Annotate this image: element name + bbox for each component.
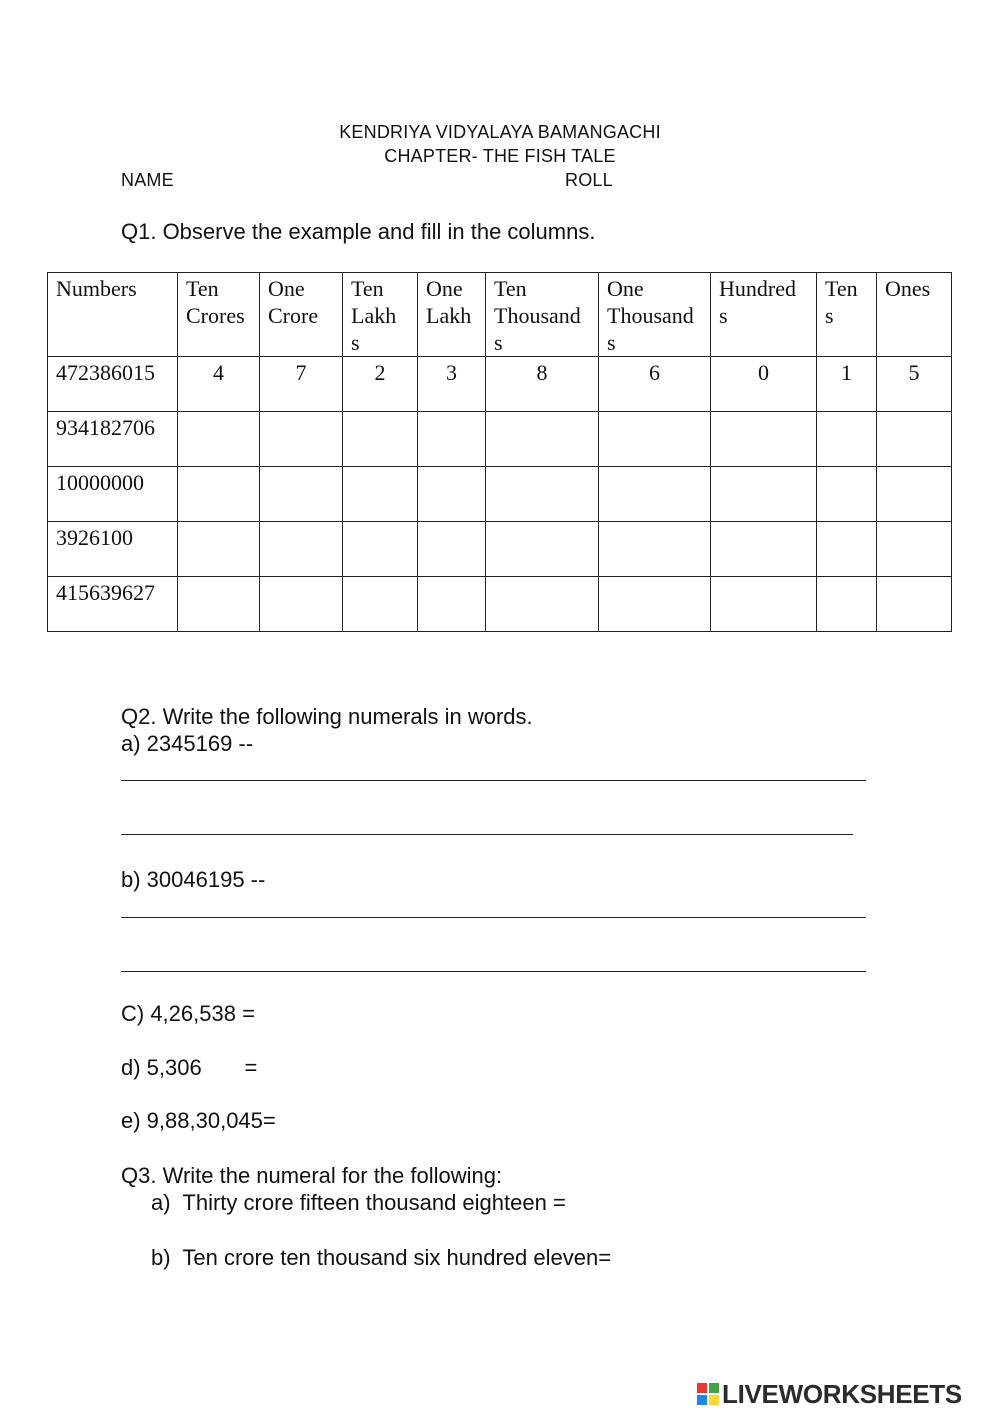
- header-line: s: [607, 330, 616, 355]
- header-line: One: [268, 276, 305, 301]
- header-line: s: [825, 303, 834, 328]
- answer-line[interactable]: [121, 780, 866, 781]
- table-header-cell: [48, 273, 178, 357]
- digit-cell[interactable]: [260, 577, 343, 632]
- answer-line[interactable]: [121, 834, 853, 835]
- digit-cell: 3: [418, 357, 486, 412]
- answer-line[interactable]: [121, 971, 866, 972]
- digit-cell[interactable]: [486, 412, 599, 467]
- number-cell: 3926100: [48, 522, 178, 577]
- header-line: Lakh: [426, 303, 472, 328]
- table-header-cell: [343, 273, 418, 357]
- digit-cell: 2: [343, 357, 418, 412]
- header-line: Ten: [494, 276, 527, 301]
- q3-prompt: Q3. Write the numeral for the following:: [121, 1163, 503, 1188]
- digit-cell[interactable]: [599, 467, 711, 522]
- q2-item-d: d) 5,306 =: [121, 1055, 258, 1080]
- header-line: One: [607, 276, 644, 301]
- digit-cell[interactable]: [711, 412, 817, 467]
- digit-cell[interactable]: [260, 467, 343, 522]
- header-line: Ones: [885, 276, 931, 301]
- header-line: s: [719, 303, 728, 328]
- digit-cell: 7: [260, 357, 343, 412]
- logo-text: LIVEWORKSHEETS: [722, 1378, 962, 1409]
- digit-cell[interactable]: [343, 412, 418, 467]
- digit-cell[interactable]: [711, 467, 817, 522]
- digit-cell: 1: [817, 357, 877, 412]
- digit-cell[interactable]: [817, 412, 877, 467]
- digit-cell[interactable]: [486, 467, 599, 522]
- digit-cell[interactable]: [599, 522, 711, 577]
- number-cell: 415639627: [48, 577, 178, 632]
- digit-cell[interactable]: [711, 522, 817, 577]
- digit-cell[interactable]: [418, 412, 486, 467]
- table-header-cell: [178, 273, 260, 357]
- table-header-cell: [877, 273, 952, 357]
- digit-cell[interactable]: [260, 522, 343, 577]
- header-line: Hundred: [719, 276, 796, 301]
- digit-cell[interactable]: [260, 412, 343, 467]
- digit-cell: 4: [178, 357, 260, 412]
- header-line: s: [351, 330, 360, 355]
- table-row: [48, 577, 952, 632]
- header-line: Ten: [186, 276, 219, 301]
- digit-cell[interactable]: [877, 412, 952, 467]
- digit-cell[interactable]: [599, 412, 711, 467]
- digit-cell: 6: [599, 357, 711, 412]
- number-cell: 934182706: [48, 412, 178, 467]
- liveworksheets-logo: [697, 1378, 995, 1410]
- number-cell: 10000000: [48, 467, 178, 522]
- number-cell: 472386015: [48, 357, 178, 412]
- chapter-title: CHAPTER- THE FISH TALE: [384, 146, 616, 166]
- header-line: One: [426, 276, 463, 301]
- table-header-cell: [599, 273, 711, 357]
- table-row: [48, 412, 952, 467]
- q2-item-e: e) 9,88,30,045=: [121, 1108, 276, 1133]
- header-line: Lakh: [351, 303, 397, 328]
- table-header-cell: [418, 273, 486, 357]
- q3-item-a: a) Thirty crore fifteen thousand eighteen =: [151, 1190, 566, 1215]
- liveworksheets-logo-icon: [697, 1383, 719, 1405]
- table-header-cell: [711, 273, 817, 357]
- digit-cell[interactable]: [343, 522, 418, 577]
- header-line: Crore: [268, 303, 319, 328]
- table-header-cell: [817, 273, 877, 357]
- digit-cell[interactable]: [817, 577, 877, 632]
- header-line: s: [494, 330, 503, 355]
- digit-cell[interactable]: [486, 577, 599, 632]
- digit-cell[interactable]: [178, 577, 260, 632]
- q2-item-c: C) 4,26,538 =: [121, 1001, 255, 1026]
- header-line: Thousand: [494, 303, 581, 328]
- digit-cell: 5: [877, 357, 952, 412]
- place-value-table: [47, 272, 952, 632]
- name-label: NAME: [121, 170, 174, 190]
- digit-cell[interactable]: [178, 412, 260, 467]
- q2-prompt: Q2. Write the following numerals in words.: [121, 704, 533, 729]
- answer-line[interactable]: [121, 917, 866, 918]
- digit-cell[interactable]: [599, 577, 711, 632]
- table-header-row: [48, 273, 952, 357]
- roll-label: ROLL: [565, 170, 613, 190]
- table-row: [48, 467, 952, 522]
- header-line: Crores: [186, 303, 245, 328]
- digit-cell[interactable]: [877, 467, 952, 522]
- q1-prompt: Q1. Observe the example and fill in the columns.: [121, 219, 596, 244]
- school-title: KENDRIYA VIDYALAYA BAMANGACHI: [339, 122, 661, 142]
- header-line: Ten: [825, 276, 858, 301]
- digit-cell[interactable]: [418, 467, 486, 522]
- digit-cell[interactable]: [877, 577, 952, 632]
- digit-cell[interactable]: [418, 522, 486, 577]
- digit-cell[interactable]: [877, 522, 952, 577]
- q2-item-b: b) 30046195 --: [121, 867, 266, 892]
- header-line: Thousand: [607, 303, 694, 328]
- digit-cell[interactable]: [817, 522, 877, 577]
- digit-cell[interactable]: [343, 467, 418, 522]
- table-row: [48, 522, 952, 577]
- q2-item-a: a) 2345169 --: [121, 731, 254, 756]
- digit-cell[interactable]: [817, 467, 877, 522]
- digit-cell[interactable]: [418, 577, 486, 632]
- header-line: Numbers: [56, 276, 137, 301]
- digit-cell[interactable]: [711, 577, 817, 632]
- table-row: [48, 357, 952, 412]
- table-header-cell: [260, 273, 343, 357]
- q3-item-b: b) Ten crore ten thousand six hundred eleven=: [151, 1245, 612, 1270]
- digit-cell[interactable]: [343, 577, 418, 632]
- digit-cell: 0: [711, 357, 817, 412]
- header-line: Ten: [351, 276, 384, 301]
- digit-cell[interactable]: [178, 467, 260, 522]
- digit-cell[interactable]: [178, 522, 260, 577]
- digit-cell[interactable]: [486, 522, 599, 577]
- digit-cell: 8: [486, 357, 599, 412]
- table-header-cell: [486, 273, 599, 357]
